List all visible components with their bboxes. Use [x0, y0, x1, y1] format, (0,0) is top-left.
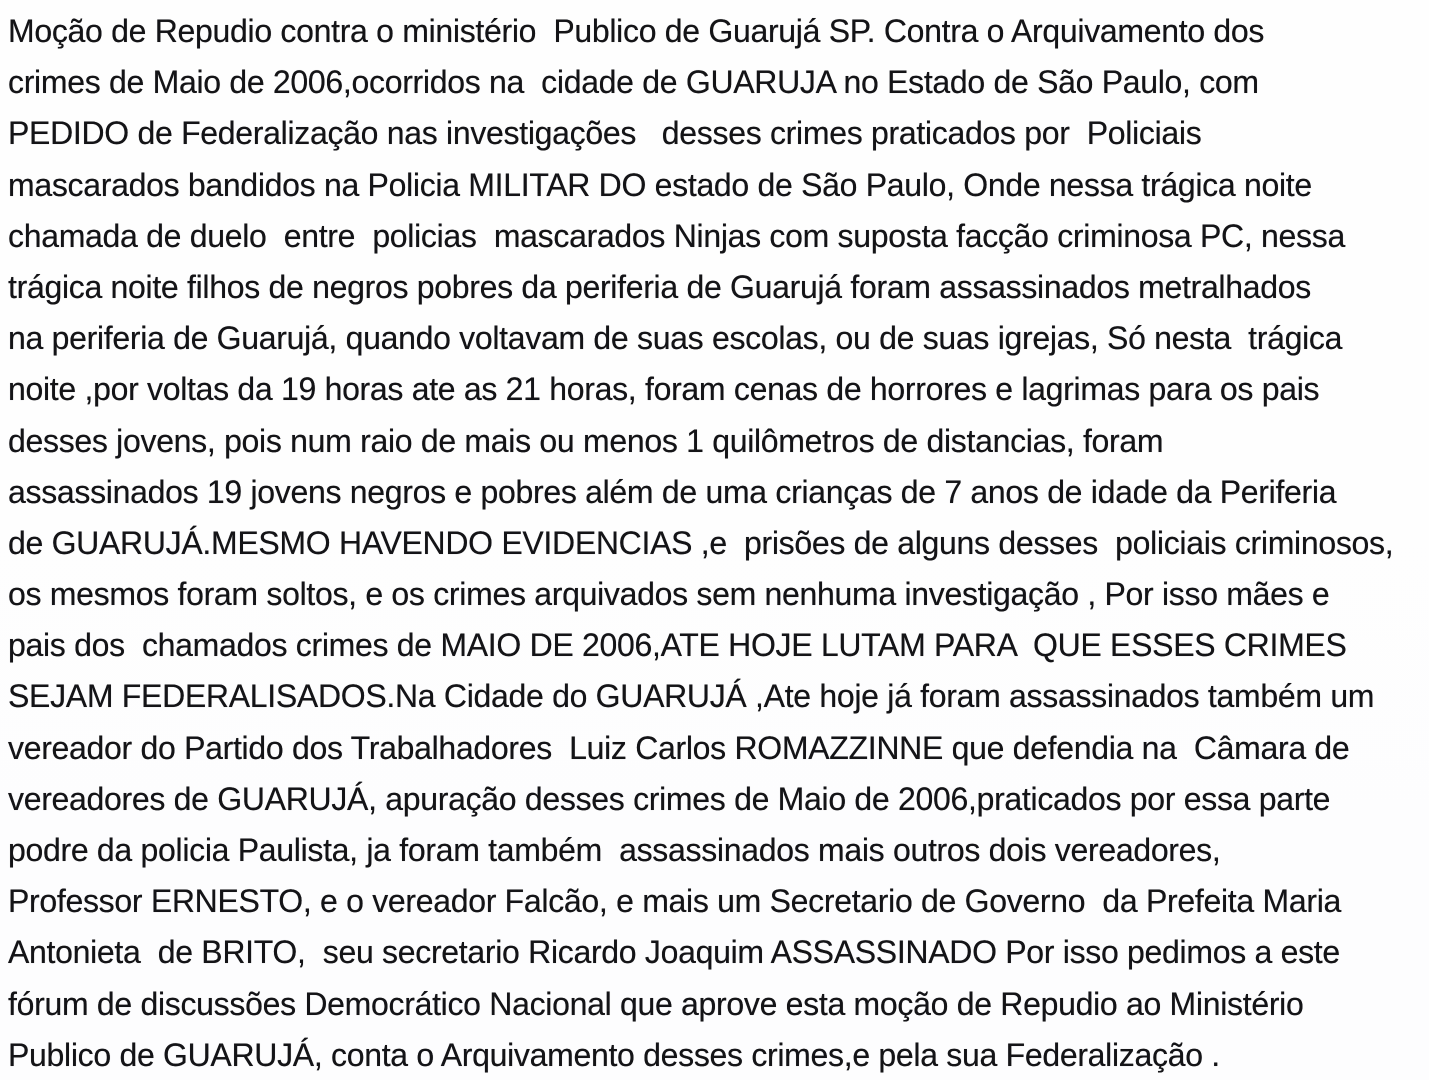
text-line: de GUARUJÁ.MESMO HAVENDO EVIDENCIAS ,e prisões de alguns desses policiais criminosos, [8, 524, 1394, 561]
text-line: Antonieta de BRITO, seu secretario Ricardo Joaquim ASSASSINADO Por isso pedimos a este [8, 934, 1340, 971]
text-line: mascarados bandidos na Policia MILITAR DO estado de São Paulo, Onde nessa trágica noite [8, 166, 1312, 203]
text-line: fórum de discussões Democrático Nacional que aprove esta moção de Repudio ao Ministério [8, 985, 1304, 1022]
text-line: podre da policia Paulista, ja foram também assassinados mais outros dois vereadores, [8, 832, 1221, 868]
motion-text-block [8, 6, 1423, 1080]
text-line: PEDIDO de Federalização nas investigações desses crimes praticados por Policiais [8, 115, 1202, 152]
text-line: assassinados 19 jovens negros e pobres além de uma crianças de 7 anos de idade da Periferia [8, 473, 1337, 510]
text-line: trágica noite filhos de negros pobres da periferia de Guarujá foram assassinados metralhados [8, 268, 1311, 305]
text-line: Moção de Repudio contra o ministério Publico de Guarujá SP. Contra o Arquivamento dos [8, 13, 1265, 49]
text-line: noite ,por voltas da 19 horas ate as 21 horas, foram cenas de horrores e lagrimas para os pais [8, 371, 1320, 408]
text-line: os mesmos foram soltos, e os crimes arquivados sem nenhuma investigação , Por isso mães e [8, 576, 1330, 613]
text-line: na periferia de Guarujá, quando voltavam de suas escolas, ou de suas igrejas, Só nesta trágica [8, 320, 1343, 357]
text-line: chamada de duelo entre policias mascarados Ninjas com suposta facção criminosa PC, nessa [8, 217, 1345, 254]
text-line: desses jovens, pois num raio de mais ou menos 1 quilômetros de distancias, foram [8, 422, 1164, 459]
text-line: Professor ERNESTO, e o vereador Falcão, e mais um Secretario de Governo da Prefeita Maria [8, 883, 1342, 920]
text-line: vereador do Partido dos Trabalhadores Luiz Carlos ROMAZZINNE que defendia na Câmara de [8, 729, 1350, 766]
text-line: pais dos chamados crimes de MAIO DE 2006,ATE HOJE LUTAM PARA QUE ESSES CRIMES [8, 627, 1347, 664]
text-line: SEJAM FEDERALISADOS.Na Cidade do GUARUJÁ ,Ate hoje já foram assassinados também um [8, 678, 1375, 715]
text-line: Publico de GUARUJÁ, conta o Arquivamento desses crimes,e pela sua Federalização . [8, 1036, 1220, 1073]
text-line: crimes de Maio de 2006,ocorridos na cidade de GUARUJA no Estado de São Paulo, com [8, 64, 1259, 101]
text-line: vereadores de GUARUJÁ, apuração desses crimes de Maio de 2006,praticados por essa parte [8, 780, 1331, 817]
